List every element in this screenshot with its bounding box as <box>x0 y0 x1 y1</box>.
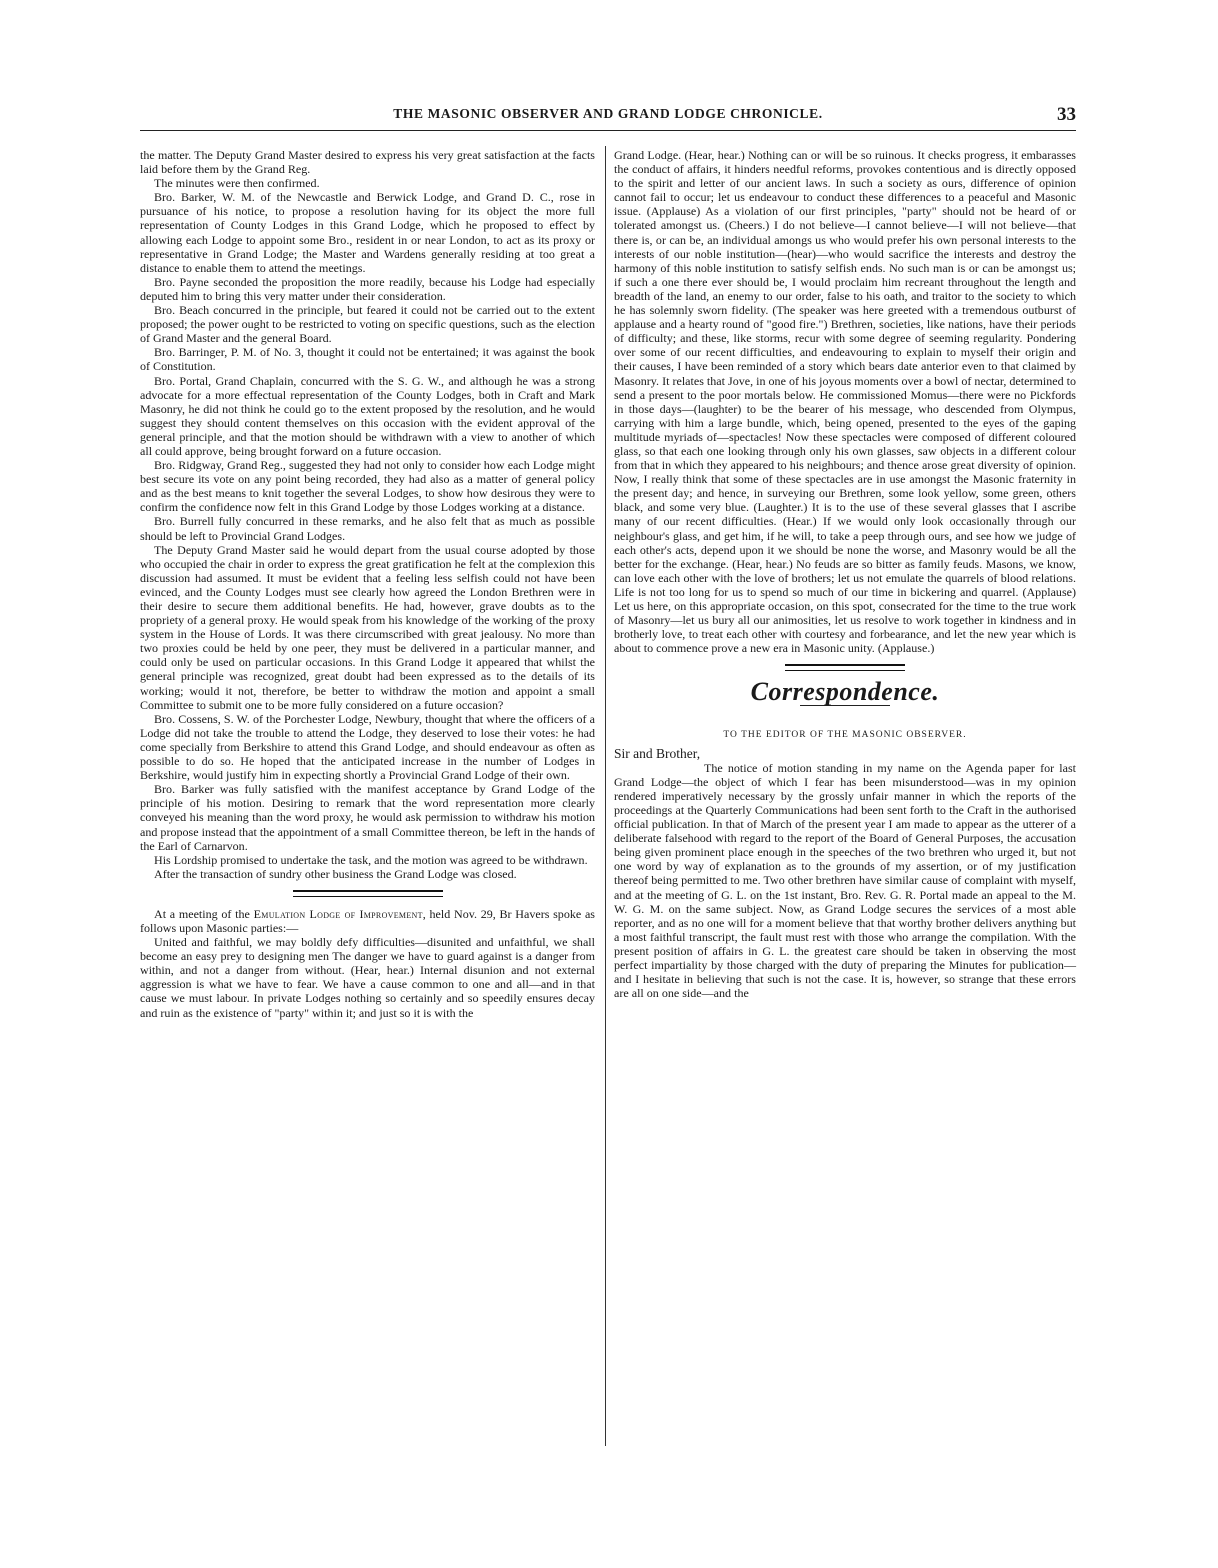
paragraph: Bro. Burrell fully concurred in these remarks, and he also felt that as much as possible should be left to Provincial Grand Lodges. <box>140 514 595 543</box>
section-separator <box>293 890 443 897</box>
right-column <box>614 148 1076 1000</box>
letter-salutation: Sir and Brother, <box>614 745 701 761</box>
paragraph: Bro. Payne seconded the proposition the more readily, because his Lodge had especially deputed him to bring this very matter under their consideration. <box>140 274 595 303</box>
paragraph: Bro. Portal, Grand Chaplain, concurred with the S. G. W., and although he was a strong advocate for a more effectual representation of the County Lodges, both in Craft and Mark Masonry, he did not think he could go to the extent proposed by the resolution, and he would suggest they should content themselves on this occasion with the evident approval of the general principle, and that the motion should be withdrawn with a view to another of which all could approve, being brought forward on a future occasion. <box>140 373 595 458</box>
speech-paragraph: United and faithful, we may boldly defy difficulties—disunited and unfaithful, we shall become an easy prey to designing men The danger we have to guard against is a danger from within, and not a danger from without. (Hear, hear.) Internal disunion and not external aggression is what we have to fear. We have a cause common to one and all—and in that cause we must labour. In private Lodges nothing so certainly and so speedily ensures decay and ruin as the existence of "party" within it; and just so it is with the <box>140 935 595 1020</box>
paragraph: Bro. Beach concurred in the principle, but feared it could not be carried out to the extent proposed; the power ought to be restricted to voting on specific questions, such as the election of Grand Master and the general Board. <box>140 303 595 346</box>
letter-address: TO THE EDITOR OF THE MASONIC OBSERVER. <box>723 730 967 741</box>
page-header <box>140 104 1076 130</box>
section-heading: Correspondence. <box>750 677 940 707</box>
emulation-intro-paragraph <box>140 907 595 935</box>
emulation-intro-text: At a meeting of the <box>154 906 250 921</box>
paragraph: The minutes were then confirmed. <box>154 176 320 191</box>
paragraph: Bro. Barker was fully satisfied with the manifest acceptance by Grand Lodge of the principle of his motion. Desiring to remark that the word representation more clearly conveyed his meaning than the word proxy, he would ask permission to withdraw his motion and propose instead that the appointment of a small Committee thereon, be left in the hands of the Earl of Carnarvon. <box>140 782 595 853</box>
header-rule <box>140 130 1076 131</box>
page-number: 33 <box>1057 104 1076 125</box>
paragraph: Bro. Cossens, S. W. of the Porchester Lodge, Newbury, thought that where the officers of a Lodge did not take the trouble to attend the Lodge, they deserved to lose their votes: he had come specially from Berkshire to attend this Grand Lodge, and should endeavour as often as possible to do so. He hoped that the anticipated increase in the number of Lodges in Berkshire, would justify him in expecting shortly a Provincial Grand Lodge of their own. <box>140 711 595 783</box>
paragraph: Bro. Barker, W. M. of the Newcastle and Berwick Lodge, and Grand D. C., rose in pursuance of his notice, to propose a resolution having for its object the more full representation of County Lodges in this Grand Lodge, which he proposed to effect by allowing each Lodge to appoint some Bro., resident in or near London, to act as its proxy or representative in Grand Lodge; the Master and Wardens generally residing at too great a distance to enable them to attend the meetings. <box>140 190 595 275</box>
paragraph: After the transaction of sundry other business the Grand Lodge was closed. <box>154 866 517 881</box>
left-column <box>140 148 595 1020</box>
letter-body: The notice of motion standing in my name on the Agenda paper for last Grand Lodge—the object of which I fear has been misunderstood—was in my opinion rendered imperatively necessary by the grossly unfair manner in which the reports of the proceedings at the Quarterly Communications had been sent forth to the Craft in the authorised official publication. In that of March of the present year I am made to appear as the utterer of a deliberate falsehood with regard to the report of the Board of General Purposes, the accusation being given prominent place enough in the speeches of the two brethren who urged it, but not one word by way of explanation as to the grounds of my assertion, or of my justification thereof being permitted to me. Two other brethren have similar cause of complaint with myself, and at the meeting of G. L. on the 1st instant, Bro. Rev. G. R. Portal made an appeal to the M. W. G. M. on the same subject. Now, as Grand Lodge secures the services of a most able reporter, and as no one will for a moment believe that that worthy brother delivers anything but a most faithful transcript, the fault must rest with those who arrange the compilation. With the present position of affairs in G. L. the greatest care should be taken in observing the most perfect impartiality by those charged with the duty of preparing the Minutes for publication—and I hesitate in believing that such is not the case. It is, however, so strange that these errors are all on one side—and the <box>614 760 1076 1001</box>
paragraph: The Deputy Grand Master said he would depart from the usual course adopted by those who occupied the chair in order to express the great gratification he felt at the complexion this discussion had assumed. It must be evident that a feeling less selfish could not have been evinced, and the County Lodges must see clearly how agreed the London Brethren were in their desire to secure them additional benefits. He had, however, grave doubts as to the propriety of a general proxy. He would speak from his knowledge of the working of the proxy system in the House of Lords. It was there circumscribed with great jealousy. No more than two proxies could be held by one peer, they must be delivered in a particular manner, and could only be used on particular occasions. In this Grand Lodge it appeared that whilst the general principle was recognized, great doubt had been expressed as to the details of its working; would it not, therefore, be better to withdraw the motion and appoint a small Committee to submit one to be more fully considered on a future occasion? <box>140 542 595 712</box>
emulation-rest-text: , held Nov. 29, Br Havers spoke as follows upon Masonic parties:— <box>140 906 595 935</box>
publication-title: THE MASONIC OBSERVER AND GRAND LODGE CHRONICLE. <box>393 106 823 121</box>
paragraph: Bro. Ridgway, Grand Reg., suggested they had not only to consider how each Lodge might best secure its vote on any point being recorded, they had also as a matter of general policy and as the best means to knit together the several Lodges, to show how desirous they were to confirm the confidence now felt in this Grand Lodge by those Lodges working at a distance. <box>140 458 595 515</box>
emulation-lodge-name: Emulation Lodge of Improvement <box>253 906 423 921</box>
speech-continuation: Grand Lodge. (Hear, hear.) Nothing can or will be so ruinous. It checks progress, it embarasses the conduct of affairs, it hinders needful reforms, provokes contentious and is directly opposed to the spirit and letter of our ancient laws. In such a society as ours, difference of opinion cannot fail to occur; let us endeavour to conduct these differences to a peaceful and Masonic issue. (Applause) As a violation of our first principles, "party" should not be heard of or tolerated amongst us. (Cheers.) I do not believe—I cannot believe—I will not believe—that there is, or can be, an individual amongs us who would prefer his own personal interests to the interests of our noble institution—(hear)—who would sacrifice the interests and destroy the harmony of this noble institution to satisfy selfish ends. No such man is or can be amongst us; if such a one there ever should be, I would proclaim him recreant throughout the length and breadth of the land, an enemy to our order, false to his oath, and traitor to the society to which he has solemnly sworn fidelity. (The speaker was here greeted with a tremendous outburst of applause and a hearty round of "good fire.") Brethren, societies, like nations, have their periods of difficulty; and these, like storms, recur with some degree of seeming regularity. Pondering over some of our recent difficulties, and endeavouring to explain to myself their origin and their causes, I have been reminded of a story which bears date anterior even to that claimed by Masonry. It relates that Jove, in one of his joyous moments over a bowl of nectar, determined to send a present to the poor mortals below. He commissioned Momus—there were no Pickfords in those days—(laughter) to be the bearer of his message, who descended from Olympus, carrying with him a large bundle, which, being opened, presented to the eyes of the gaping multitude myriads of—spectacles! Now these spectacles were composed of different coloured glass, so that each one looking through only his own glasses, saw objects in a different colour from that in which they appeared to his neighbours; and thence arose great diversity of opinion. Now, I really think that some of these spectacles are in use amongst the Masonic fraternity in the present day; and hence, in surveying our Brethren, some look yellow, some green, others black, and some very blue. (Laughter.) It is to the use of these several glasses that I ascribe many of our recent difficulties. (Hear.) If we would only look occasionally through our neighbour's glass, and get him, if he will, to take a peep through ours, and see how we judge of each other's acts, depend upon it we should be none the worse, and Masonry would be all the better for the exchange. (Hear, hear.) No feuds are so bitter as family feuds. Masons, we know, can love each other with the love of brothers; let us not emulate the quarrels of blood relations. Life is not too long for us to spend so much of our time in bickering and quarrel. (Applause) Let us here, on this appropriate occasion, on this spot, consecrated for the time to the true work of Masonry—let us bury all our animosities, let us resolve to work together in kindness and in brotherly love, to treat each other with courtesy and forbearance, and let the new year which is about to commence prove a new era in Masonic unity. (Applause.) <box>614 148 1076 656</box>
paragraph: Bro. Barringer, P. M. of No. 3, thought it could not be entertained; it was against the book of Constitution. <box>140 345 595 374</box>
section-separator <box>785 664 905 671</box>
paragraph: His Lordship promised to undertake the task, and the motion was agreed to be withdrawn. <box>154 852 588 867</box>
paragraph: the matter. The Deputy Grand Master desired to express his very great satisfaction at the facts laid before them by the Grand Reg. <box>140 148 595 177</box>
column-divider <box>605 146 606 1446</box>
